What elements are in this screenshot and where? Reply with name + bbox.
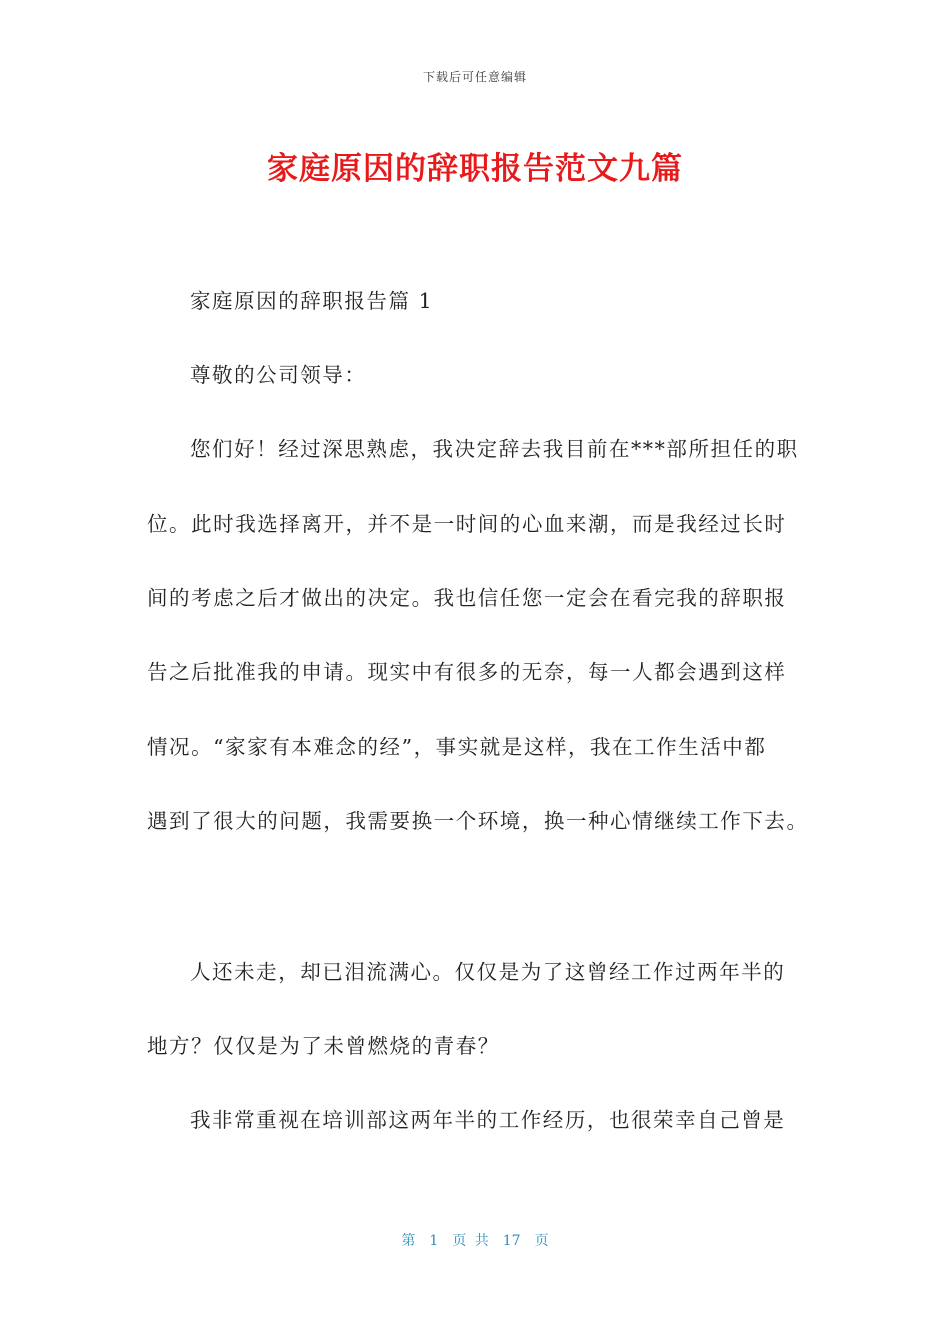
- paragraph-line: 位。此时我选择离开，并不是一时间的心血来潮，而是我经过长时: [147, 512, 787, 536]
- header-note: 下载后可任意编辑: [422, 70, 527, 84]
- document-title: 家庭原因的辞职报告范文九篇: [267, 151, 683, 187]
- section-heading: 家庭原因的辞职报告篇 1: [190, 289, 434, 313]
- paragraph-line: 您们好！经过深思熟虑，我决定辞去我目前在***部所担任的职: [190, 437, 799, 461]
- paragraph-line: 人还未走，却已泪流满心。仅仅是为了这曾经工作过两年半的: [190, 960, 786, 984]
- paragraph-line: 情况。“家家有本难念的经”，事实就是这样，我在工作生活中都: [147, 735, 767, 759]
- paragraph-line: 告之后批准我的申请。现实中有很多的无奈，每一人都会遇到这样: [147, 660, 787, 684]
- page-prefix: 第: [401, 1233, 416, 1249]
- page-suffix: 页: [534, 1233, 549, 1249]
- paragraph-line: 地方？仅仅是为了未曾燃烧的青春？: [147, 1034, 500, 1058]
- page-total: 17: [502, 1233, 521, 1249]
- paragraph-line: 间的考虑之后才做出的决定。我也信任您一定会在看完我的辞职报: [147, 586, 787, 610]
- salutation: 尊敬的公司领导：: [190, 363, 367, 387]
- paragraph-line: 遇到了很大的问题，我需要换一个环境，换一种心情继续工作下去。: [147, 809, 809, 833]
- page-mid: 页 共: [452, 1233, 489, 1249]
- paragraph-line: 我非常重视在培训部这两年半的工作经历，也很荣幸自己曾是: [190, 1108, 786, 1132]
- page-footer: [0, 1230, 950, 1250]
- page-number: 1: [429, 1233, 439, 1249]
